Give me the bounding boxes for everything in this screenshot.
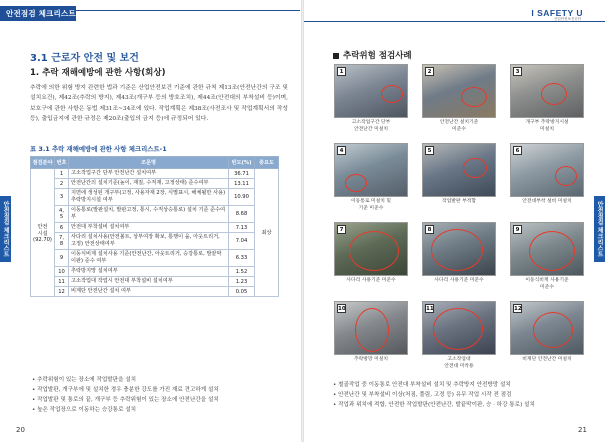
table-header-row: [31, 157, 279, 169]
inspection-photo: [422, 143, 496, 197]
table-row: [31, 250, 279, 267]
header-chapter-tab: 안전점검 체크리스트: [0, 6, 76, 21]
inspection-photo: [510, 143, 584, 197]
row-frequency: 1.23: [229, 277, 255, 287]
row-frequency: 13.11: [229, 179, 255, 189]
photo-caption: 비계단 안전난간 미설치: [522, 357, 572, 362]
photo-number-badge: 7: [337, 225, 346, 234]
row-article: 이동통로(발판설치, 발판고정, 통시, 수직상승통로) 설치 기준 준수여부: [69, 206, 229, 223]
photo-caption: 이동식비계 사용기준 미준수: [525, 278, 569, 290]
inspection-photo: [510, 301, 584, 355]
photo-caption: 사다리 사용기준 미준수: [346, 278, 396, 283]
page-gutter: [301, 0, 304, 442]
row-frequency: 8.68: [229, 206, 255, 223]
row-number: 10: [55, 267, 69, 277]
side-tab-left: 안전점검 체크리스트: [0, 196, 11, 262]
page-number-right: 21: [578, 426, 587, 434]
inspection-photo: [510, 222, 584, 276]
row-frequency: 0.05: [229, 287, 255, 297]
row-article: 이동식비계 설치사용 기준(안전난간, 아웃트리거, 승강통로, 발끝막이판) 준수 여부: [69, 250, 229, 267]
row-article: 사다리 설치사용(안전볼트, 상부여장 확보, 통행이 을, 아웃트리거, 고정) 안전상태여부: [69, 233, 229, 250]
inspection-photo: [334, 143, 408, 197]
row-article: 안전난간의 설치기준(높이, 재질, 수직재, 고정상태) 준수여부: [69, 179, 229, 189]
inspection-photo: [422, 64, 496, 118]
photo-number-badge: 6: [513, 146, 522, 155]
hazard-highlight-ring: [541, 83, 567, 105]
bullet-item: • 안전난간 및 부착설비 이상(처짐, 풀림, 고정 등) 유무 작업 시작 전 점검: [333, 390, 591, 400]
hazard-highlight-ring: [533, 312, 573, 348]
hazard-highlight-ring: [345, 174, 367, 192]
hazard-highlight-ring: [529, 231, 575, 271]
row-frequency: 36.71: [229, 169, 255, 179]
photo-number-badge: 1: [337, 67, 346, 76]
row-article: 추락방지망 설치여부: [69, 267, 229, 277]
row-number: 6: [55, 223, 69, 233]
table-row: [31, 233, 279, 250]
col-header-number: 번호: [55, 157, 69, 169]
row-article: 비계단 안전난간 설치 여부: [69, 287, 229, 297]
photo-caption: 개구부 추락방지시설 미설치: [525, 120, 569, 132]
photo-caption: 고소작업대 안전대 미착용: [444, 357, 474, 369]
hazard-highlight-ring: [349, 231, 399, 271]
photo-number-badge: 4: [337, 146, 346, 155]
photo-caption: 안전대부착 설비 미설치: [522, 199, 572, 204]
table-row: [31, 179, 279, 189]
inspection-photo: [334, 222, 408, 276]
page-number-left: 20: [16, 426, 25, 434]
col-header-importance: 중요도: [255, 157, 279, 169]
importance-cell: 최상: [255, 169, 279, 297]
checklist-table: [30, 156, 279, 297]
logo-subtitle: 산업안전보건공단: [553, 17, 581, 21]
photo-section-title-text: 추락위험 점검사례: [343, 51, 412, 61]
hazard-highlight-ring: [463, 158, 487, 178]
photo-caption: 이동통로 미설치 및 기준 미준수: [350, 199, 392, 211]
photo-section-title: [333, 49, 412, 61]
hazard-highlight-ring: [355, 308, 389, 352]
safety-logo: I SAFETY U: [531, 8, 583, 18]
inspection-photo: [334, 64, 408, 118]
square-bullet-icon: [333, 53, 339, 59]
row-article: 고소작업구간 단부 안전난간 설치여부: [69, 169, 229, 179]
bullet-item: • 철골작업 중 이동통로 안전대 부착설비 설치 및 추락방지 안전방망 설치: [333, 380, 591, 390]
photo-number-badge: 11: [426, 306, 434, 312]
table-row: [31, 223, 279, 233]
section-title: 3.1 근로자 안전 및 보건: [30, 53, 139, 64]
hazard-highlight-ring: [433, 308, 483, 350]
row-number: 3: [55, 189, 69, 206]
row-frequency: 7.13: [229, 223, 255, 233]
table-row: [31, 169, 279, 179]
row-number: 2: [55, 179, 69, 189]
bullet-item: • 높은 작업장으로 이동하는 승강통로 설치: [32, 405, 294, 415]
row-frequency: 10.90: [229, 189, 255, 206]
hazard-highlight-ring: [431, 229, 483, 271]
side-tab-right: 안전점검 체크리스트: [594, 196, 605, 262]
right-bullet-list: [333, 380, 591, 410]
area-group-cell: 안전 시설 (92.70): [31, 169, 55, 297]
row-number: 7, 8: [55, 233, 69, 250]
bullet-item: • 작업발판 및 통로의 끝, 개구부 등 추락위험이 있는 장소에 안전난간을 설치: [32, 395, 294, 405]
photo-caption: 안전난간 설치기준 미준수: [439, 120, 479, 132]
subsection-title: 1. 추락 재해예방에 관한 사항(회상): [30, 68, 166, 78]
row-article: 안전대 부착설비 설치여부: [69, 223, 229, 233]
col-header-area: 점검분야: [31, 157, 55, 169]
row-number: 1: [55, 169, 69, 179]
col-header-frequency: 빈도(%): [229, 157, 255, 169]
left-bullet-list: [32, 375, 294, 415]
row-frequency: 6.33: [229, 250, 255, 267]
photo-caption: 작업발판 부적합: [442, 199, 476, 204]
body-paragraph: 추락에 의한 위험 방지 관련한 법과 기준은 산업안전보건 기준에 관한 규칙 제13조(안전난간의 구조 및 설치요건), 제42조(추락의 방지), 제43조(개구부 등의 방호조치), 제44조(안전대의 부착설비 등)이며, 보호구에 관한 사항은 동법 제31조~34조에 있다. 작업계획은 제38조(사전조사 및 작업계획서의 작성 등), 출입금지에 관한 규정은 제20조(출입의 금지 등)에 규정되어 있다.: [30, 85, 288, 122]
inspection-photo: [422, 301, 496, 355]
row-number: 9: [55, 250, 69, 267]
row-frequency: 7.04: [229, 233, 255, 250]
inspection-photo: [510, 64, 584, 118]
table-row: [31, 287, 279, 297]
inspection-photo: [422, 222, 496, 276]
table-caption: 표 3.1 추락 재해예방에 관한 사항 체크리스트-1: [30, 145, 167, 153]
row-number: 4, 5: [55, 206, 69, 223]
photo-number-badge: 8: [425, 225, 434, 234]
table-row: [31, 267, 279, 277]
col-header-article: 조문명: [69, 157, 229, 169]
photo-number-badge: 5: [425, 146, 434, 155]
hazard-highlight-ring: [461, 87, 487, 107]
photo-caption: 고소작업구간 단부 안전난간 미설치: [351, 120, 391, 132]
right-header: [304, 6, 605, 28]
row-article: 고소작업대 작업시 안전대 부착설비 설치여부: [69, 277, 229, 287]
hazard-highlight-ring: [555, 166, 577, 186]
inspection-photo: [334, 301, 408, 355]
row-frequency: 1.52: [229, 267, 255, 277]
photo-number-badge: 3: [513, 67, 522, 76]
bullet-item: • 추락위험이 있는 장소에 작업발판을 설치: [32, 375, 294, 385]
hazard-highlight-ring: [381, 85, 403, 103]
row-number: 12: [55, 287, 69, 297]
photo-number-badge: 2: [425, 67, 434, 76]
bullet-item: • 작업발판, 개구부에 및 설치한 경우 충분한 강도를 가진 재료 견고하게 설치: [32, 385, 294, 395]
photo-number-badge: 12: [514, 306, 522, 312]
photo-number-badge: 9: [513, 225, 522, 234]
photo-caption: 사다리 사용기준 미준수: [434, 278, 484, 283]
bullet-item: • 작업과 위치에 적합, 안전한 작업발판(안전난간, 발끝막이판, 승 · 하강 통로) 설치: [333, 400, 591, 410]
photo-number-badge: 10: [338, 306, 346, 312]
table-row: [31, 189, 279, 206]
table-row: [31, 206, 279, 223]
photo-caption: 추락방망 미설치: [354, 357, 388, 362]
row-number: 11: [55, 277, 69, 287]
left-header: [0, 6, 301, 28]
row-article: 지면에 생성된 개구부(고정, 사용자재 2장, 식별표시, 해체될만 사용)추락방지시설 여부: [69, 189, 229, 206]
table-row: [31, 277, 279, 287]
